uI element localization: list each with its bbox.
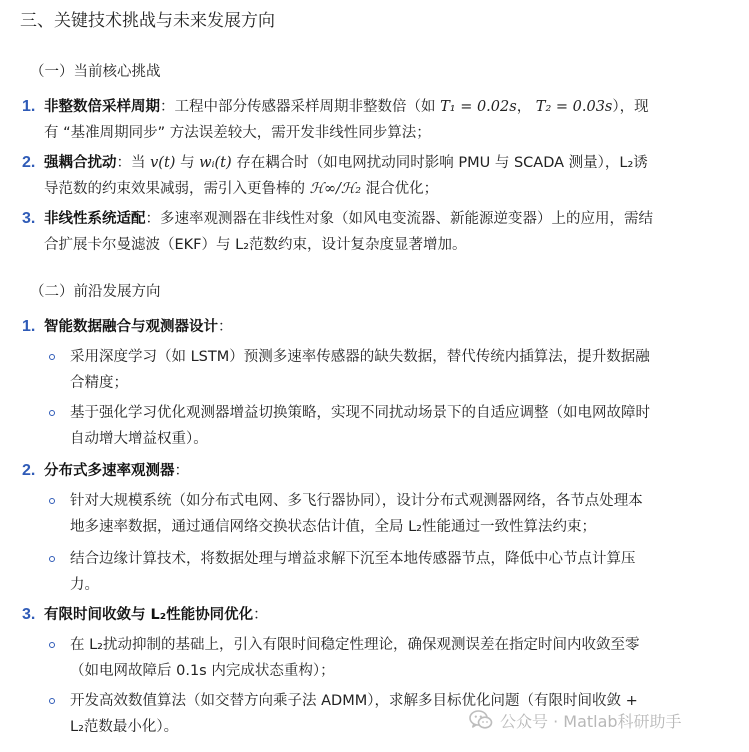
math-hinf-h2: ℋ∞/ℋ₂ bbox=[309, 181, 362, 197]
list-number: 2. bbox=[22, 462, 36, 479]
math-w: wᵢ(t) bbox=[199, 155, 232, 171]
challenge-2-line2: 导范数的约束效果减弱，需引入更鲁棒的 ℋ∞/ℋ₂ 混合优化； bbox=[44, 181, 439, 197]
direction-2-heading: 分布式多速率观测器： bbox=[44, 463, 189, 479]
bullet-text: 结合边缘计算技术，将数据处理与增益求解下沉至本地传感器节点，降低中心节点计算压 bbox=[70, 551, 636, 567]
challenge-1-line1: 非整数倍采样周期：工程中部分传感器采样周期非整数倍（如 T₁ = 0.02s， T₂ = 0.03s），现 bbox=[44, 99, 649, 115]
bullet-icon bbox=[49, 410, 55, 416]
watermark bbox=[468, 705, 682, 735]
bullet-text: 地多速率数据，通过通信网络交换状态估计值，全局 L₂性能通过一致性算法约束； bbox=[70, 519, 596, 535]
challenge-1-title: 非整数倍采样周期 bbox=[44, 99, 160, 115]
section2-title: （二）前沿发展方向 bbox=[30, 284, 161, 300]
bullet-icon bbox=[49, 556, 55, 562]
direction-3-title: 有限时间收敛与 L₂性能协同优化 bbox=[44, 607, 254, 623]
section1-title: （一）当前核心挑战 bbox=[30, 64, 161, 80]
challenge-2-title: 强耦合扰动 bbox=[44, 155, 117, 171]
list-number: 1. bbox=[22, 98, 36, 115]
challenge-2-line1: 强耦合扰动：当 v(t) 与 wᵢ(t) 存在耦合时（如电网扰动同时影响 PMU 与 SCADA 测量），L₂诱 bbox=[44, 155, 648, 171]
bullet-icon bbox=[49, 642, 55, 648]
bullet-text: 采用深度学习（如 LSTM）预测多速率传感器的缺失数据，替代传统内插算法，提升数据融 bbox=[70, 349, 650, 365]
bullet-text: 在 L₂扰动抑制的基础上，引入有限时间稳定性理论，确保观测误差在指定时间内收敛至零 bbox=[70, 637, 640, 653]
direction-1-heading: 智能数据融合与观测器设计： bbox=[44, 319, 233, 335]
bullet-text: 合精度； bbox=[70, 375, 128, 391]
bullet-icon bbox=[49, 698, 55, 704]
list-number: 3. bbox=[22, 210, 36, 227]
math-t1: T₁ = 0.02s bbox=[440, 99, 517, 115]
challenge-3-title: 非线性系统适配 bbox=[44, 211, 146, 227]
challenge-1-line2: 有 “基准周期同步” 方法误差较大，需开发非线性同步算法； bbox=[44, 125, 431, 141]
challenge-3-line2: 合扩展卡尔曼滤波（EKF）与 L₂范数约束，设计复杂度显著增加。 bbox=[44, 237, 467, 253]
bullet-text: 开发高效数值算法（如交替方向乘子法 ADMM），求解多目标优化问题（有限时间收敛 + bbox=[70, 693, 638, 709]
bullet-icon bbox=[49, 498, 55, 504]
math-v: v(t) bbox=[150, 155, 176, 171]
challenge-3-line1: 非线性系统适配：多速率观测器在非线性对象（如风电变流器、新能源逆变器）上的应用，需结 bbox=[44, 211, 653, 227]
bullet-text: 基于强化学习优化观测器增益切换策略，实现不同扰动场景下的自适应调整（如电网故障时 bbox=[70, 405, 650, 421]
list-number: 2. bbox=[22, 154, 36, 171]
page-heading: 三、关键技术挑战与未来发展方向 bbox=[20, 11, 275, 31]
watermark-text: 公众号 · Matlab科研助手 bbox=[500, 711, 682, 731]
direction-2-title: 分布式多速率观测器 bbox=[44, 463, 175, 479]
bullet-text: （如电网故障后 0.1s 内完成状态重构）； bbox=[70, 663, 335, 679]
direction-3-heading: 有限时间收敛与 L₂性能协同优化： bbox=[44, 607, 268, 623]
list-number: 1. bbox=[22, 318, 36, 335]
wechat-icon bbox=[468, 707, 494, 733]
direction-1-title: 智能数据融合与观测器设计 bbox=[44, 319, 218, 335]
bullet-text: 针对大规模系统（如分布式电网、多飞行器协同），设计分布式观测器网络，各节点处理本 bbox=[70, 493, 643, 509]
bullet-text: 自动增大增益权重）。 bbox=[70, 431, 208, 447]
bullet-text: 力。 bbox=[70, 577, 99, 593]
list-number: 3. bbox=[22, 606, 36, 623]
bullet-text: L₂范数最小化）。 bbox=[70, 719, 179, 735]
math-t2: T₂ = 0.03s bbox=[535, 99, 613, 115]
bullet-icon bbox=[49, 354, 55, 360]
